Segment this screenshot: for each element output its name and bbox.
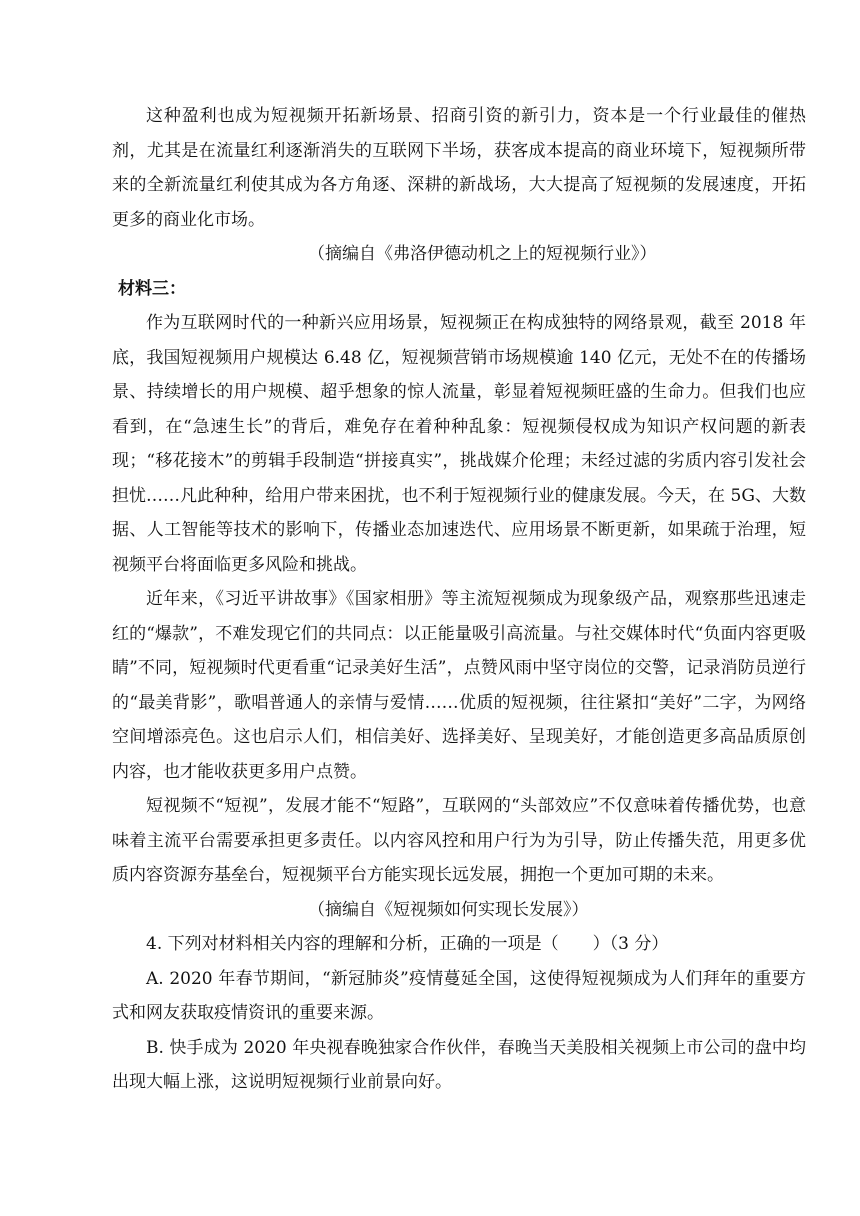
source-citation-2: （摘编自《短视频如何实现长发展》） bbox=[308, 899, 589, 920]
document-page bbox=[112, 99, 806, 1100]
paragraph-material-3-3: 短视频不“短视”，发展才能不“短路”，互联网的“头部效应”不仅意味着传播优势，也意味着主流平台需要承担更多责任。以内容风控和用户行为为引导，防止传播失范，用更多优质内容资源夯基垒台，短视频平台方能实现长远发展，拥抱一个更加可期的未来。 bbox=[112, 796, 806, 885]
material-3-heading: 材料三： bbox=[118, 278, 186, 299]
question-4-stem: 4. 下列对材料相关内容的理解和分析，正确的一项是（ ）（3 分） bbox=[146, 934, 669, 954]
question-4-option-b: B. 快手成为 2020 年央视春晚独家合作伙伴，春晚当天美股相关视频上市公司的盘中均出现大幅上涨，这说明短视频行业前景向好。 bbox=[112, 1037, 806, 1092]
source-citation-1: （摘编自《弗洛伊德动机之上的短视频行业》） bbox=[308, 244, 657, 264]
paragraph-material-3-1: 作为互联网时代的一种新兴应用场景，短视频正在构成独特的网络景观，截至 2018 年底，我国短视频用户规模达 6.48 亿，短视频营销市场规模逾 140 亿元，无处不在的传播场景、持续增长的用户规模、超乎想象的惊人流量，彰显着短视频旺盛的生命力。但我们也应看到，在“急速生长”的背后，难免存在着种种乱象：短视频侵权成为知识产权问题的新表现；“移花接木”的剪辑手段制造“拼接真实”，挑战媒介伦理；未经过滤的劣质内容引发社会担忧……凡此种种，给用户带来困扰，也不利于短视频行业的健康发展。今天，在 5G、大数据、人工智能等技术的影响下，传播业态加速迭代、应用场景不断更新，如果疏于治理，短视频平台将面临更多风险和挑战。 bbox=[112, 313, 806, 575]
paragraph-material-3-2: 近年来，《习近平讲故事》《国家相册》等主流短视频成为现象级产品，观察那些迅速走红的“爆款”，不难发现它们的共同点：以正能量吸引高流量。与社交媒体时代“负面内容更吸睛”不同，短视频时代更看重“记录美好生活”，点赞风雨中坚守岗位的交警，记录消防员逆行的“最美背影”，歌唱普通人的亲情与爱情……优质的短视频，往往紧扣“美好”二字，为网络空间增添亮色。这也启示人们，相信美好、选择美好、呈现美好，才能创造更多高品质原创内容，也才能收获更多用户点赞。 bbox=[112, 589, 806, 782]
question-4-option-a: A. 2020 年春节期间，“新冠肺炎”疫情蔓延全国，这使得短视频成为人们拜年的重要方式和网友获取疫情资讯的重要来源。 bbox=[112, 968, 806, 1023]
paragraph-profit: 这种盈利也成为短视频开拓新场景、招商引资的新引力，资本是一个行业最佳的催热剂，尤其是在流量红利逐渐消失的互联网下半场，获客成本提高的商业环境下，短视频所带来的全新流量红利使其成为各方角逐、深耕的新战场，大大提高了短视频的发展速度，开拓更多的商业化市场。 bbox=[112, 106, 806, 230]
